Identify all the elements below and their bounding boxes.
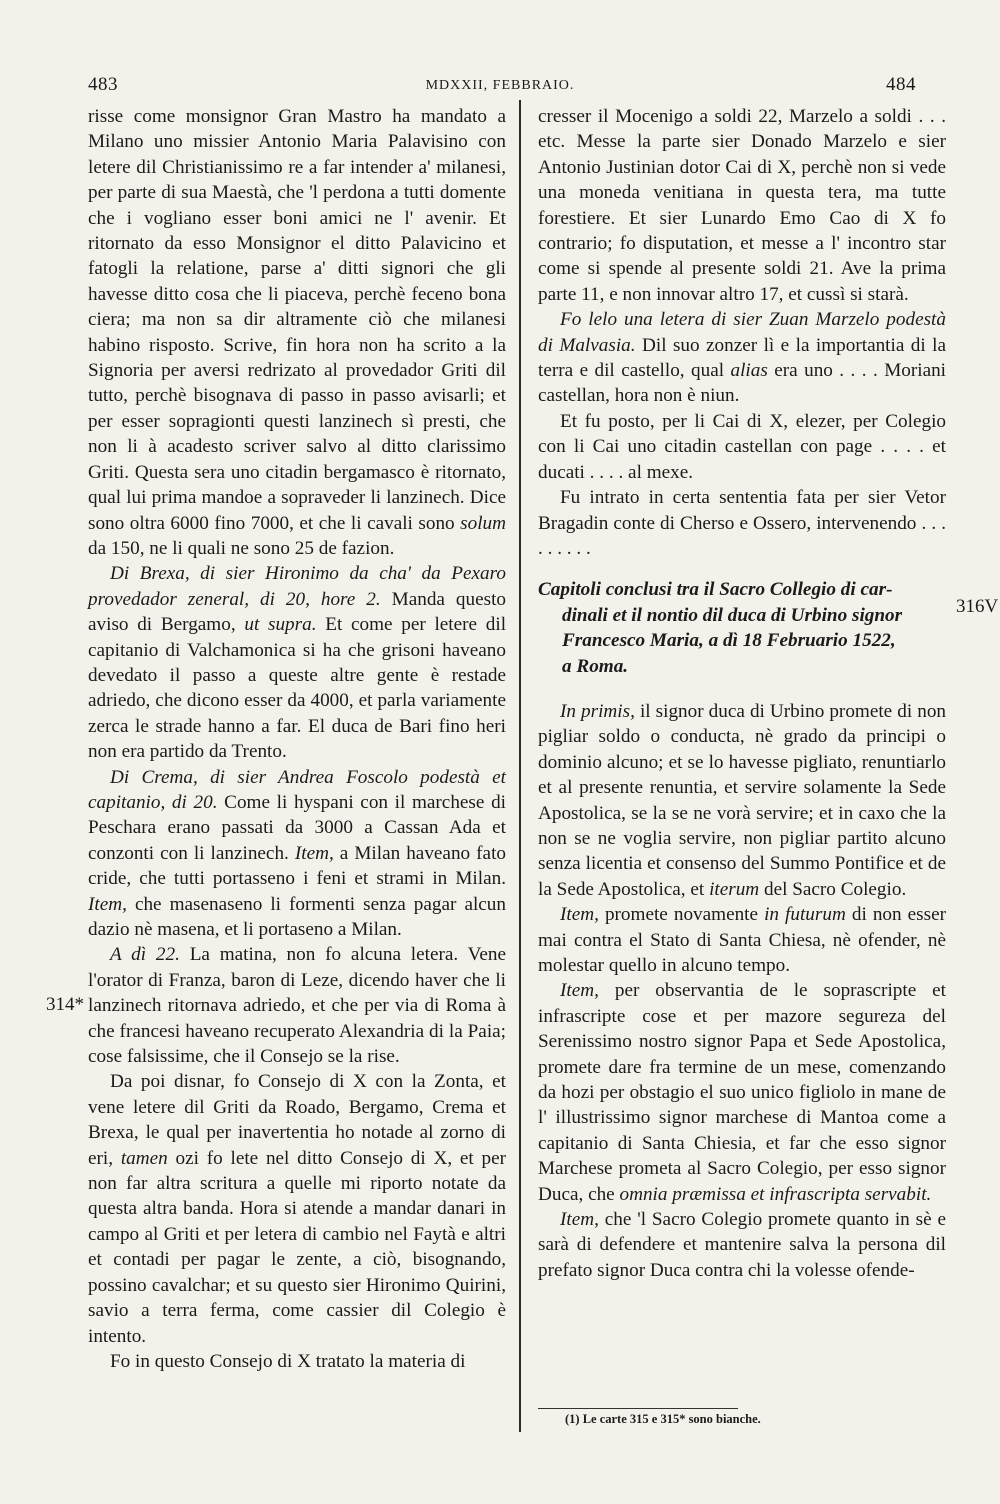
footnote-rule xyxy=(538,1408,738,1409)
left-column xyxy=(88,104,506,1374)
margin-note-right: 316V xyxy=(956,596,999,617)
right-page-number: 484 xyxy=(886,74,916,95)
paragraph: Di Brexa, di sier Hironimo da cha' da Pexaro provedador zeneral, di 20, hore 2. Manda questo aviso di Bergamo, ut supra. Et come per letere dil capitanio di Valchamonica si ha che grisoni haveano devedato il passo a queste altre gente è restade adriedo, che dicono esser da 4000, et parla variamente zerca le strade hanno a far. El duca de Bari fino heri non era partido da Trento. xyxy=(88,563,507,763)
section-caption-lines: Capitoli conclusi tra il Sacro Collegio di car- dinali et il nontio dil duca di Urbino signor Francesco Maria, a dì 18 Februario 1522, a Roma. xyxy=(538,579,903,677)
column-divider xyxy=(519,100,521,1432)
running-title: MDXXII, FEBBRAIO. xyxy=(425,78,575,93)
paragraph: In primis, il signor duca di Urbino promete di non pigliar soldo o conducta, nè grado da principi o dominio alcuno; et se lo havesse pigliato, renuntiarlo et al presente renuntia, et servire solamente la Sede Apostolica, se la se ne vorà servire; et in caxo che la non se ne voglia servire, non pigliar partito alcuno senza licentia et consenso del Summo Pontifice et de la Sede Apostolica, et iterum del Sacro Colegio. xyxy=(538,700,947,900)
paragraph: Fo lelo una letera di sier Zuan Marzelo podestà di Malvasia. Dil suo zonzer lì e la importantia di la terra e dil castello, qual alias era uno . . . . Moriani castellan, hora non è niun. xyxy=(538,309,947,407)
left-page-number: 483 xyxy=(88,74,118,95)
footnote: (1) Le carte 315 e 315* sono bianche. xyxy=(565,1412,761,1426)
paragraph: risse come monsignor Gran Mastro ha mandato a Milano uno missier Antonio Maria Palavisino con letere dil Christianissimo re a far intender a' milanesi, per parte di sua Maestà, che 'l perdona a tutti domente che i vogliano esser boni amici ne l' avenir. Et ritornato da esso Monsignor el ditto Palavicino et fatogli la relatione, parse a' ditti signori che gli havesse ditto cosa che li piaceva, perchè feceno bona ciera; ma non sa dir altramente ciò che milanesi habino risposto. Scrive, fin hora non ha scrito a la Signoria per aversi redrizato al provedador Griti dil tutto, perchè bisognava di passo in passo avisarli; et per esser sopragionti questi lanzinech sì presti, che non li à acadesto scriver salvo al ditto clarissimo Griti. Questa sera uno citadin bergamasco è ritornato, qual lui prima mandoe a sopraveder li lanzinech. Dice sono oltra 6000 fino 7000, et che li cavali sono solum da 150, ne li quali ne sono 25 de fazion. xyxy=(88,106,506,559)
paragraph: Fo in questo Consejo di X tratato la materia di xyxy=(110,1350,466,1372)
paragraph: A dì 22. La matina, non fo alcuna letera. Vene l'orator di Franza, baron di Leze, dicendo haver che li lanzinech ritornava adriedo, et che per via di Roma à che francesi haveano recuperato Alexandria di la Paia; cose falsissime, che il Consejo se la rise. xyxy=(88,944,506,1068)
right-column xyxy=(538,104,946,1283)
paragraph: Item, che 'l Sacro Colegio promete quanto in sè e sarà di defendere et mantenire salva la persona dil prefato signor Duca contra chi la volesse ofende- xyxy=(538,1209,946,1281)
paragraph: Et fu posto, per li Cai di X, elezer, per Colegio con li Cai uno citadin castellan con page . . . . et ducati . . . . al mexe. xyxy=(538,410,946,483)
paragraph: Da poi disnar, fo Consejo di X con la Zonta, et vene letere dil Griti da Roado, Bergamo, Crema et Brexa, le qual per inavertentia ho notade al zorno di eri, tamen ozi fo lete nel ditto Consejo di X, et per non far altra scritura a quelle mi riporto notate da questa altra banda. Hora si atende a mandar danari in campo al Griti et per letera di cambio nel Faytà e altri et contadi per pagar le zente, a ciò, bisognando, possino cavalchar; et su questo sier Hironimo Quirini, savio a terra ferma, come cassier dil Colegio è intento. xyxy=(88,1071,507,1347)
paragraph: cresser il Mocenigo a soldi 22, Marzelo a soldi . . . etc. Messe la parte sier Donado Marzelo e sier Antonio Justinian dotor Cai di X, perchè non si vede una moneda venitiana in questa tera, ma tutte forestiere. Et sier Lunardo Emo Cao di X fo contrario; fo disputation, et messe a l' incontro star come si spende al presente soldi 21. Ave la prima parte 11, e non innovar altro 17, et cussì si starà. xyxy=(538,106,946,305)
paragraph: Item, promete novamente in futurum di non esser mai contra el Stato di Santa Chiesa, nè ofender, nè molestar quello in alcuno tempo. xyxy=(538,904,947,976)
paragraph: Item, per observantia de le soprascripte et infrascripte cose et per mazore segureza del Serenissimo nostro signor Papa et Sede Apostolica, promete dare fra termine de un mese, comenzando da hozi per obstagio el suo unico figliolo in mane de l' illustrissimo signor marchese di Mantoa come a capitanio di Santa Chiesia, et far che esso signor Marchese prometa al Sacro Colegio, per esso signor Duca, che omnia præmissa et infrascripta servabit. xyxy=(538,980,947,1205)
paragraph: Fu intrato in certa sententia fata per sier Vetor Bragadin conte di Cherso e Ossero, intervenendo . . . . . . . . . xyxy=(538,487,946,559)
margin-note-left: 314* xyxy=(46,994,84,1015)
paragraph: Di Crema, di sier Andrea Foscolo podestà et capitanio, di 20. Come li hyspani con il marchese di Peschara erano passati da 3000 a Cassan Ada et conzonti con li lanzinech. Item, a Milan haveano fato cride, che tutti portasseno i feni et strami in Milan. Item, che masenaseno li formenti senza pagar alcun dazio nè masena, et li portaseno a Milan. xyxy=(88,766,506,940)
